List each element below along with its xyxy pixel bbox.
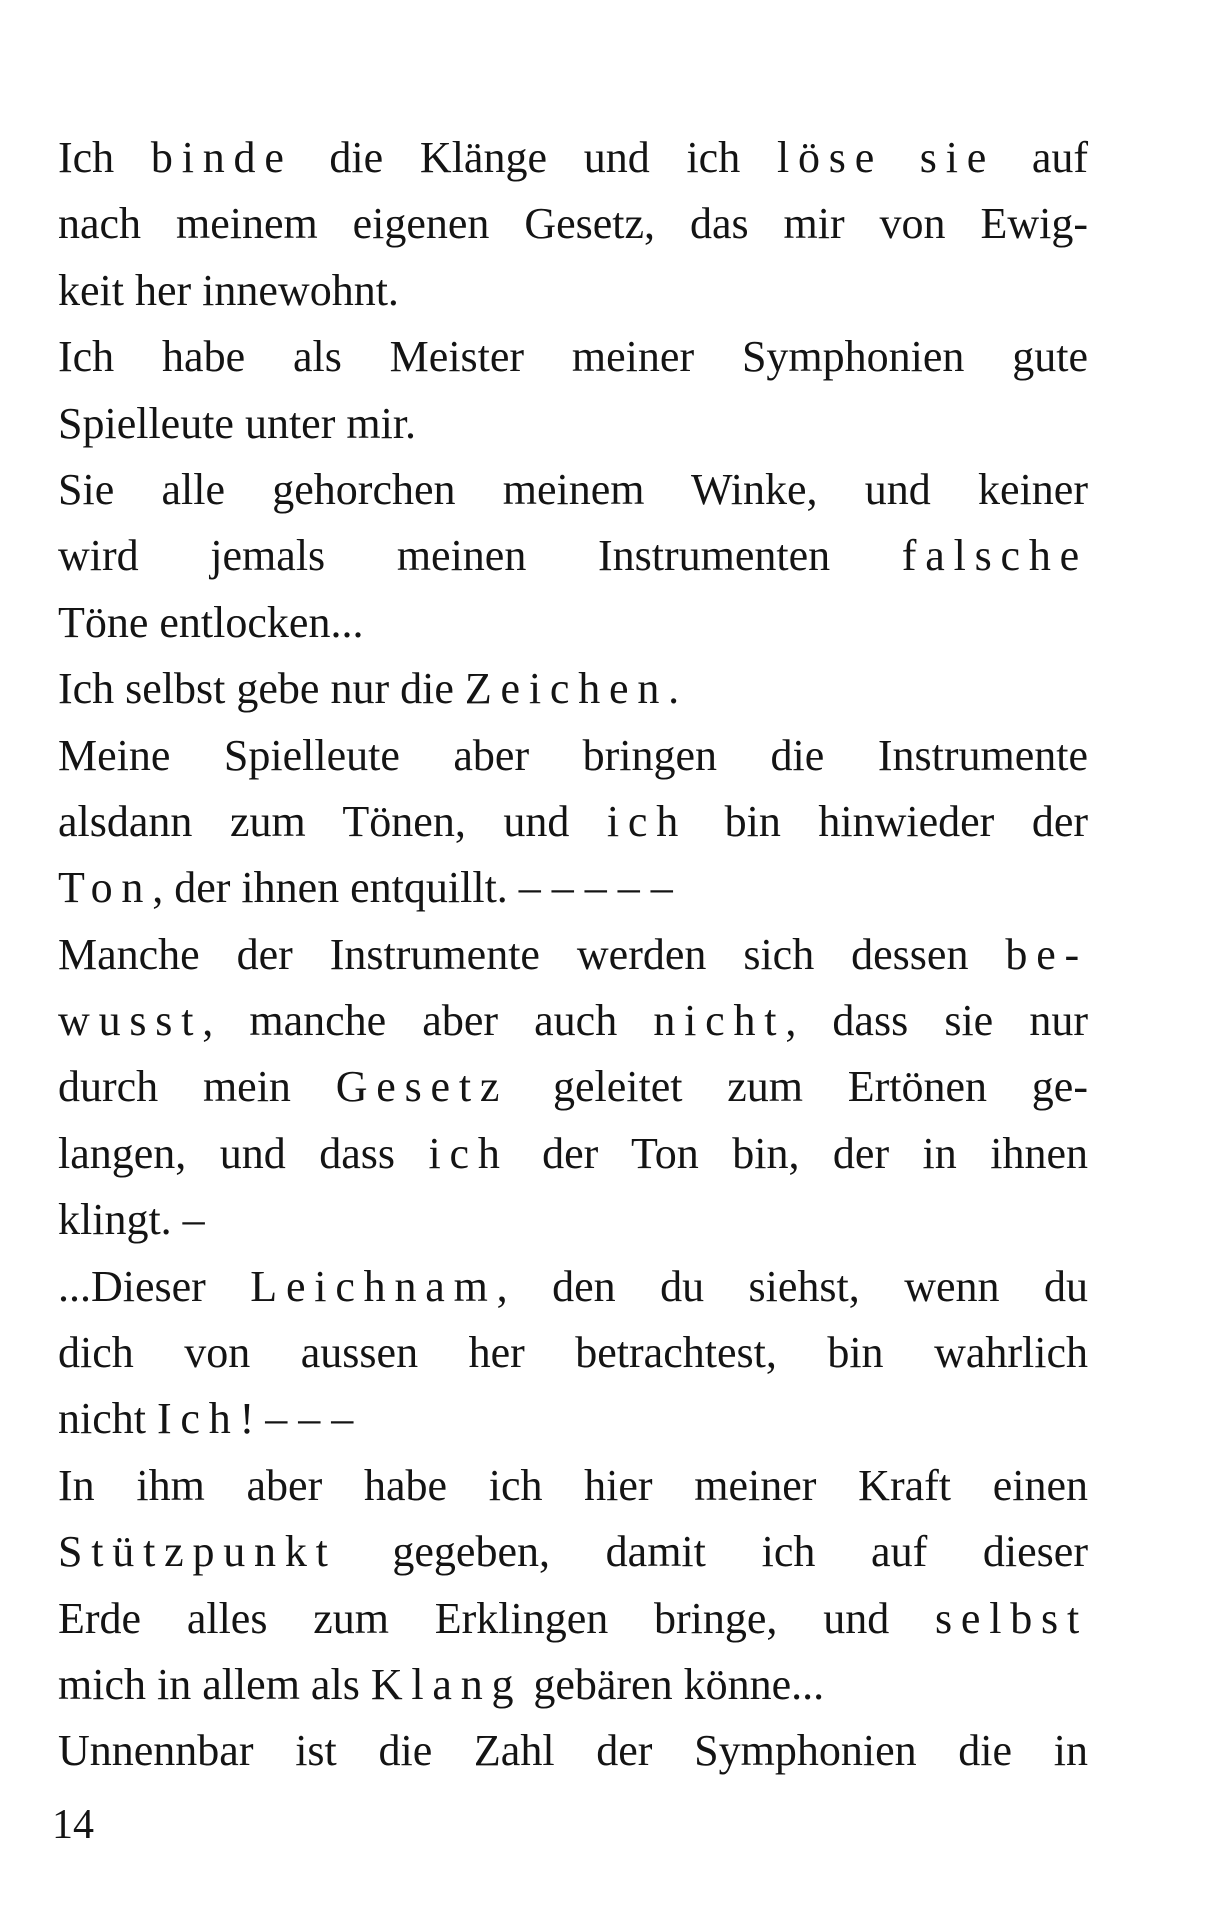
text-line — [58, 258, 1088, 324]
text-run: durch mein — [58, 1062, 336, 1112]
spaced-text: sie — [919, 133, 996, 182]
text-run: wird jemals meinen Instrumenten — [58, 531, 902, 581]
text-line — [58, 1254, 1088, 1320]
text-run: alsdann zum Tönen, und — [58, 796, 607, 846]
text-line — [58, 523, 1088, 589]
spaced-text: Leichnam — [250, 1261, 497, 1311]
spaced-text: Gesetz — [335, 1062, 509, 1112]
text-line — [58, 1718, 1088, 1784]
text-run: , manche aber auch — [202, 996, 654, 1046]
text-run: die Klänge und ich — [292, 133, 777, 182]
text-run: geleitet zum Ertönen ge- — [508, 1062, 1088, 1112]
text-line — [58, 988, 1088, 1054]
text-line — [58, 590, 1088, 656]
text-run: Meine Spielleute aber bringen die Instrumente — [58, 730, 1088, 780]
text-line — [58, 656, 1088, 722]
text-line — [58, 391, 1088, 457]
text-run: klingt. – — [58, 1195, 205, 1245]
text-line — [58, 125, 1088, 191]
spaced-text: falsche — [901, 531, 1088, 581]
text-run: Töne entlocken... — [58, 597, 364, 647]
text-run: nicht — [58, 1394, 157, 1444]
spaced-text: nicht — [653, 996, 786, 1046]
text-line — [58, 855, 1088, 921]
text-run: Sie alle gehorchen meinem Winke, und keiner — [58, 464, 1088, 514]
text-run — [883, 133, 920, 182]
text-run: gebären könne... — [522, 1659, 825, 1709]
text-line — [58, 1519, 1088, 1585]
spaced-text: be- — [1005, 929, 1088, 979]
spaced-text: wusst — [58, 996, 203, 1046]
text-run: auf — [995, 133, 1088, 182]
text-run: Spielleute unter mir. — [58, 398, 417, 448]
text-run: In ihm aber habe ich hier meiner Kraft einen — [58, 1460, 1088, 1510]
spaced-text: Zeichen. — [464, 664, 688, 714]
text-run: , der ihnen entquillt. – – – – – — [152, 863, 673, 913]
text-line — [58, 1453, 1088, 1519]
text-run: , den du siehst, wenn du — [496, 1261, 1088, 1311]
text-run: Ich selbst gebe nur die — [58, 664, 465, 714]
text-line — [58, 191, 1088, 257]
text-line — [58, 723, 1088, 789]
text-run: ...Dieser — [58, 1261, 251, 1311]
text-line — [58, 457, 1088, 523]
text-run: gegeben, damit ich auf dieser — [336, 1527, 1088, 1577]
text-run: mich in allem als — [58, 1659, 371, 1709]
text-line — [58, 324, 1088, 390]
text-run: der Ton bin, der in ihnen — [508, 1128, 1089, 1178]
text-line — [58, 789, 1088, 855]
text-line — [58, 922, 1088, 988]
text-run: bin hinwieder der — [687, 796, 1088, 846]
spaced-text: ich — [606, 796, 688, 846]
text-line — [58, 1320, 1088, 1386]
text-run: langen, und dass — [58, 1128, 429, 1178]
text-run: ! – – – — [239, 1394, 354, 1444]
text-run: Erde alles zum Erklingen bringe, und — [58, 1593, 935, 1643]
spaced-text: binde — [150, 133, 293, 182]
text-line — [58, 1652, 1088, 1718]
text-run: Ich — [58, 133, 151, 182]
spaced-text: selbst — [934, 1593, 1088, 1643]
text-run: Unnennbar ist die Zahl der Symphonien die in — [58, 1726, 1088, 1776]
text-run: dich von aussen her betrachtest, bin wahrlich — [58, 1328, 1088, 1378]
text-run: Ich habe als Meister meiner Symphonien gute — [58, 332, 1088, 382]
spaced-text: Klang — [370, 1659, 523, 1709]
text-line — [58, 1386, 1088, 1452]
text-line — [58, 1121, 1088, 1187]
spaced-text: Ton — [58, 863, 153, 913]
text-line — [58, 1054, 1088, 1120]
text-run: keit her innewohnt. — [58, 265, 399, 315]
text-run: Manche der Instrumente werden sich dessen — [58, 929, 1006, 979]
text-run: , dass sie nur — [785, 996, 1088, 1046]
text-line — [58, 1586, 1088, 1652]
text-run: nach meinem eigenen Gesetz, das mir von Ewig- — [58, 199, 1088, 249]
spaced-text: Ich — [156, 1394, 240, 1444]
page-number: 14 — [52, 1802, 94, 1848]
spaced-text: löse — [776, 133, 884, 182]
spaced-text: Stützpunkt — [58, 1527, 337, 1577]
body-text — [58, 125, 1088, 1785]
spaced-text: ich — [428, 1128, 509, 1178]
text-line — [58, 1187, 1088, 1253]
